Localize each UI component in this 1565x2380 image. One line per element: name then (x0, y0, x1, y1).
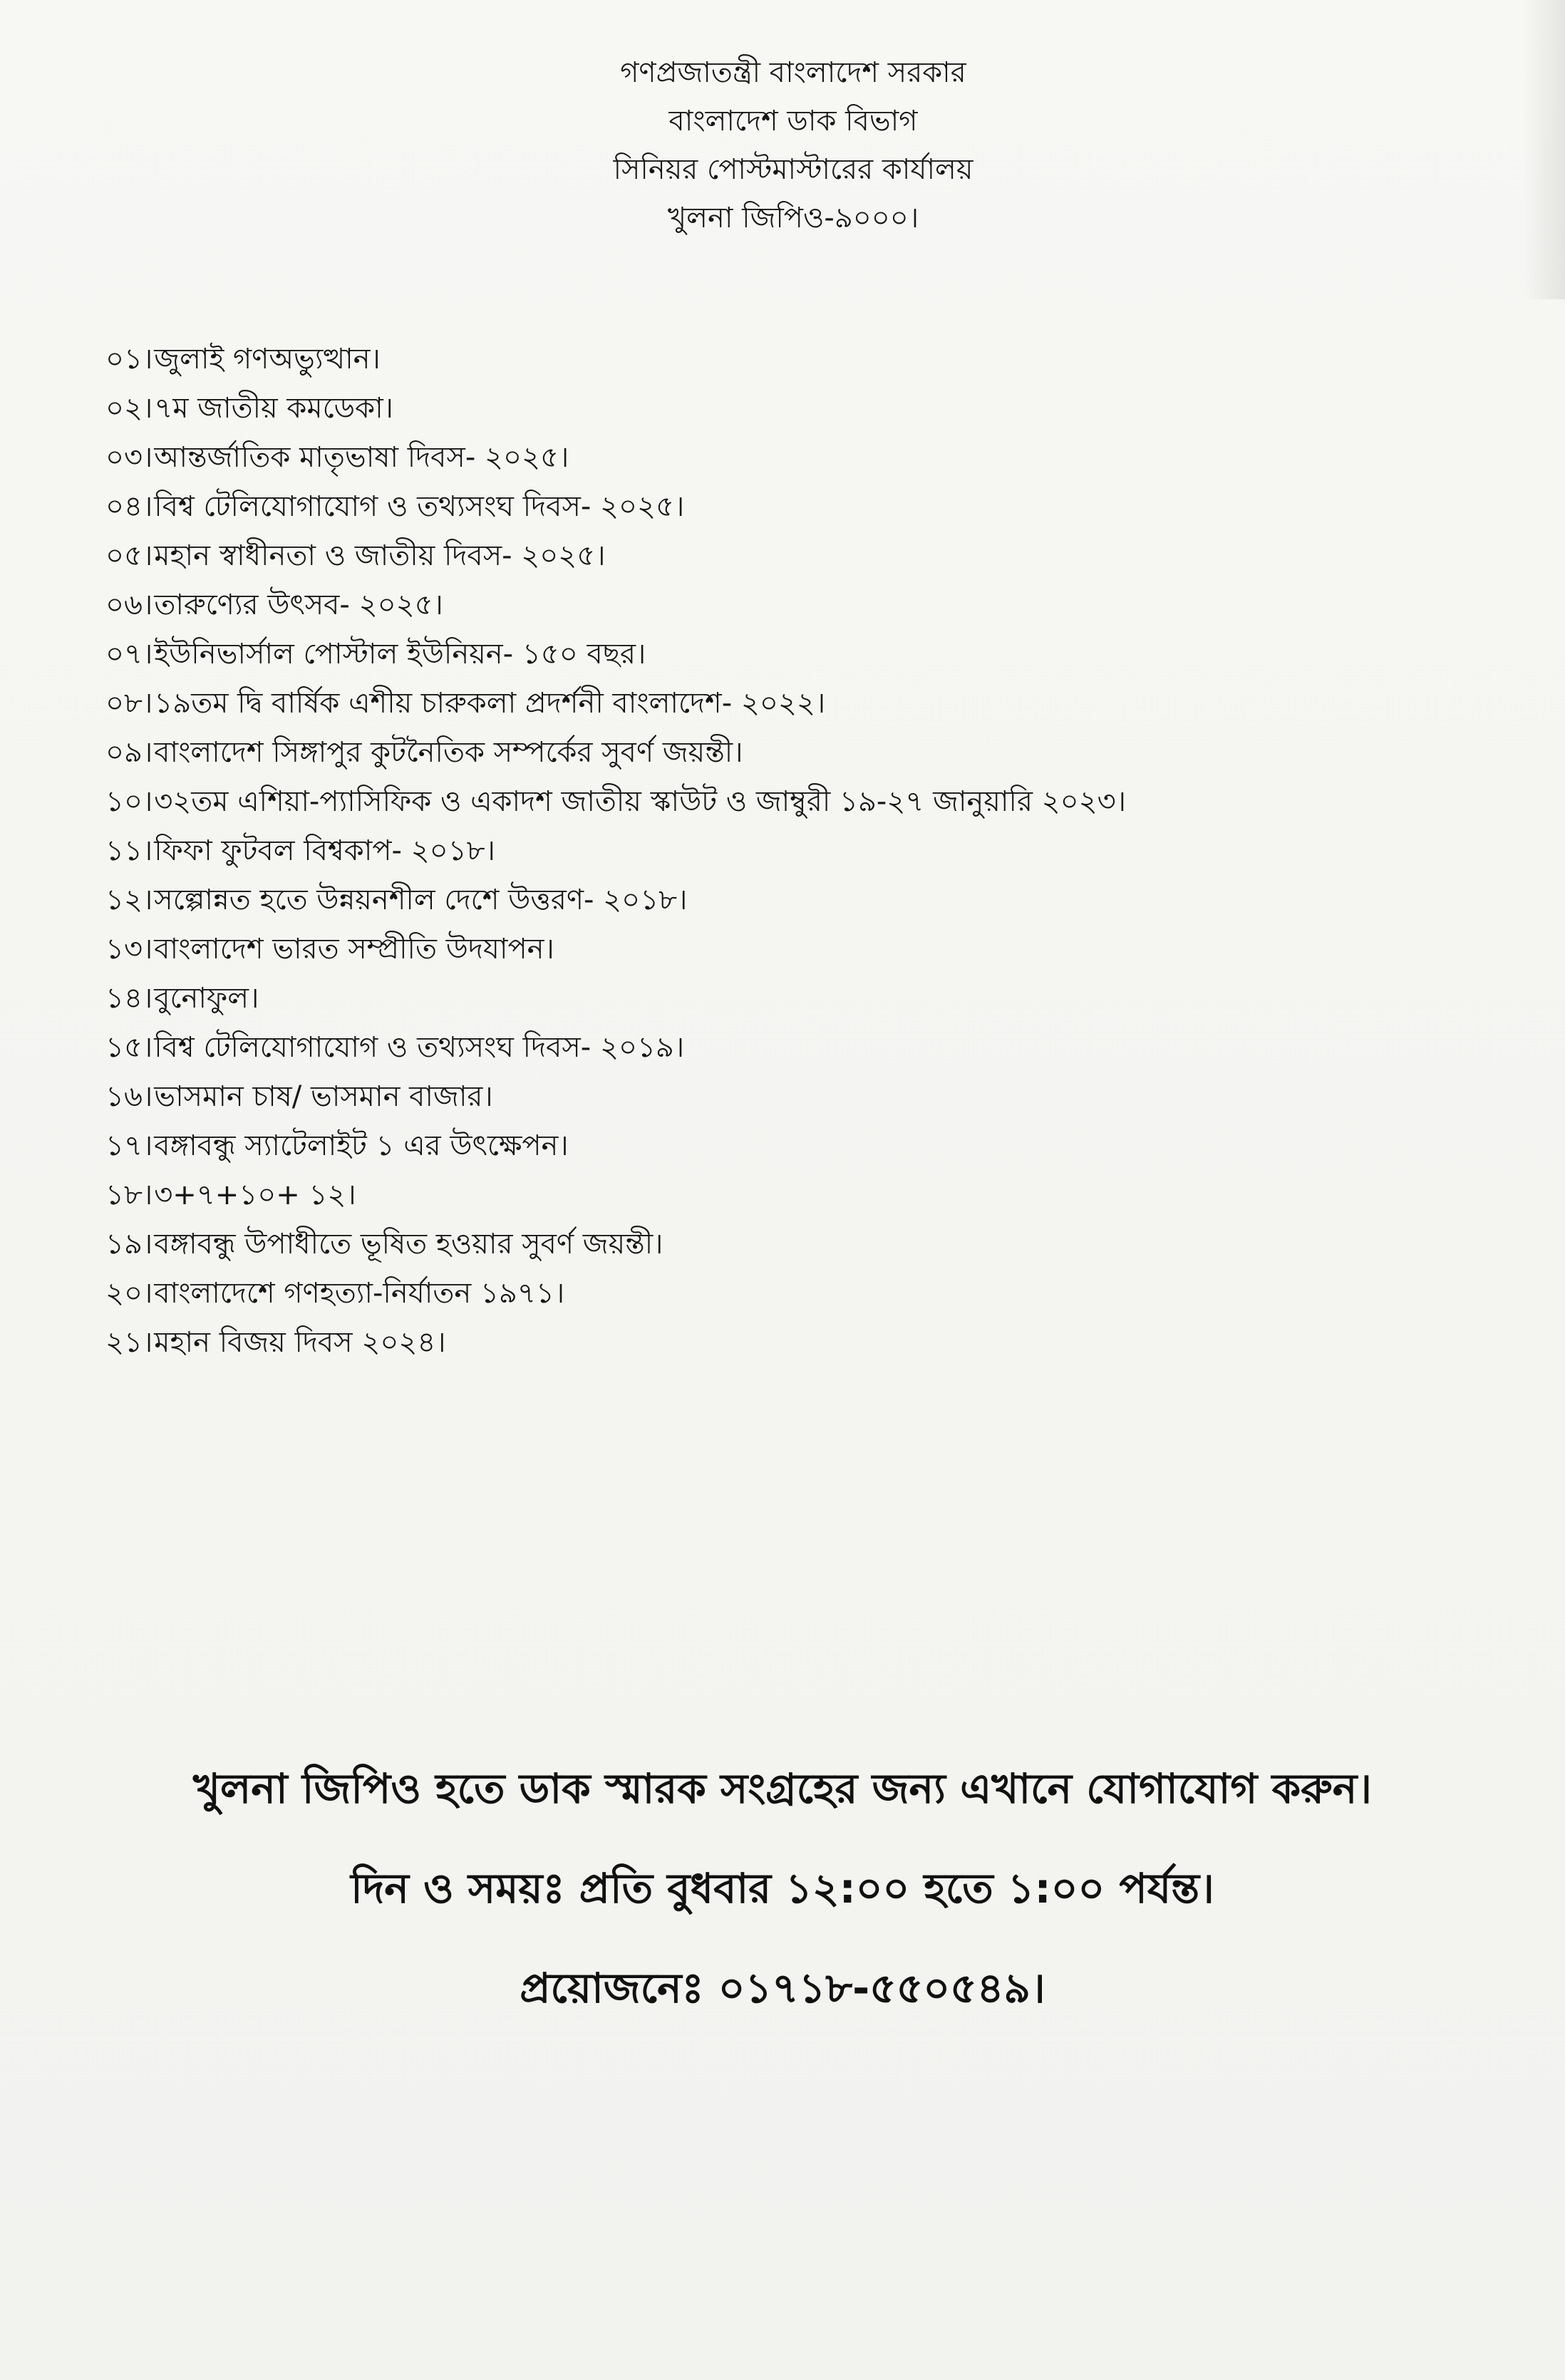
item-text: ৩২তম এশিয়া-প্যাসিফিক ও একাদশ জাতীয় স্কাউট ও জাম্বুরী ১৯-২৭ জানুয়ারি ২০২৩। (154, 785, 1126, 818)
item-number: ১২। (105, 884, 153, 916)
list-item (105, 925, 1531, 974)
list-item (105, 532, 1531, 581)
contact-instruction: খুলনা জিপিও হতে ডাক স্মারক সংগ্রহের জন্য এখানে যোগাযোগ করুন। (192, 1764, 1373, 1813)
list-item (105, 728, 1531, 777)
list-item (105, 1220, 1531, 1269)
list-item (105, 1122, 1531, 1171)
item-text: আন্তর্জাতিক মাতৃভাষা দিবস- ২০২৫। (154, 441, 569, 474)
list-item (105, 1072, 1531, 1122)
item-text: তারুণ্যের উৎসব- ২০২৫। (154, 589, 443, 621)
item-number: ০২। (105, 392, 153, 425)
item-text: বাংলাদেশে গণহত্যা-নির্যাতন ১৯৭১। (154, 1277, 565, 1310)
item-number: ১৬। (105, 1080, 153, 1113)
item-text: বঙ্গাবন্ধু স্যাটেলাইট ১ এর উৎক্ষেপন। (154, 1129, 569, 1162)
item-text: ভাসমান চাষ/ ভাসমান বাজার। (154, 1080, 493, 1113)
item-number: ১৯। (105, 1228, 153, 1261)
item-text: ফিফা ফুটবল বিশ্বকাপ- ২০১৮। (154, 834, 495, 867)
letterhead (0, 48, 1565, 242)
header-location: খুলনা জিপিও-৯০০০। (667, 202, 919, 234)
item-number: ০৭। (105, 638, 153, 671)
item-number: ১০। (105, 785, 153, 818)
stamp-list (105, 335, 1531, 1367)
item-text: বঙ্গাবন্ধু উপাধীতে ভূষিত হওয়ার সুবর্ণ জয়ন্তী। (154, 1228, 663, 1261)
list-item (105, 1023, 1531, 1072)
item-number: ০৮। (105, 687, 153, 720)
item-number: ০৪। (105, 490, 153, 523)
item-text: বাংলাদেশ ভারত সম্প্রীতি উদযাপন। (154, 933, 554, 966)
list-item (105, 974, 1531, 1023)
item-text: ৩+৭+১০+ ১২। (154, 1179, 356, 1211)
item-number: ২০। (105, 1277, 153, 1310)
item-text: মহান বিজয় দিবস ২০২৪। (154, 1326, 446, 1359)
item-number: ০৬। (105, 589, 153, 621)
list-item (105, 1318, 1531, 1367)
item-text: ইউনিভার্সাল পোস্টাল ইউনিয়ন- ১৫০ বছর। (154, 638, 646, 671)
contact-phone: প্রয়োজনেঃ ০১৭১৮-৫৫০৫৪৯। (520, 1964, 1045, 2012)
list-item (105, 679, 1531, 728)
list-item (105, 827, 1531, 876)
list-item (105, 630, 1531, 679)
item-text: বাংলাদেশ সিঙ্গাপুর কুটনৈতিক সম্পর্কের সুবর্ণ জয়ন্তী। (154, 736, 743, 769)
list-item (105, 581, 1531, 630)
header-government: গণপ্রজাতন্ত্রী বাংলাদেশ সরকার (620, 56, 966, 89)
contact-schedule: দিন ও সময়ঃ প্রতি বুধবার ১২:০০ হতে ১:০০ পর্যন্ত। (351, 1864, 1214, 1913)
item-number: ১৩। (105, 933, 153, 966)
item-number: ০৯। (105, 736, 153, 769)
item-number: ০৩। (105, 441, 153, 474)
item-text: সল্পোন্নত হতে উন্নয়নশীল দেশে উত্তরণ- ২০১৮। (154, 884, 688, 916)
item-text: মহান স্বাধীনতা ও জাতীয় দিবস- ২০২৫। (154, 539, 606, 572)
header-department: বাংলাদেশ ডাক বিভাগ (668, 105, 918, 138)
item-text: বুনোফুল। (154, 982, 259, 1015)
item-number: ১১। (105, 834, 153, 867)
item-number: ১৮। (105, 1179, 153, 1211)
item-number: ০১। (105, 343, 153, 376)
item-number: ১৫। (105, 1031, 153, 1064)
item-text: ১৯তম দ্বি বার্ষিক এশীয় চারুকলা প্রদর্শনী বাংলাদেশ- ২০২২। (154, 687, 826, 720)
item-number: ২১। (105, 1326, 153, 1359)
item-text: জুলাই গণঅভ্যুত্থান। (154, 343, 381, 376)
list-item (105, 876, 1531, 925)
header-office: সিনিয়র পোস্টমাস্টারের কার্যালয় (613, 153, 973, 186)
list-item (105, 777, 1531, 827)
item-number: ১৭। (105, 1129, 153, 1162)
list-item (105, 335, 1531, 384)
item-text: ৭ম জাতীয় কমডেকা। (154, 392, 393, 425)
item-number: ১৪। (105, 982, 153, 1015)
list-item (105, 1269, 1531, 1318)
list-item (105, 433, 1531, 482)
item-text: বিশ্ব টেলিযোগাযোগ ও তথ্যসংঘ দিবস- ২০১৯। (154, 1031, 685, 1064)
item-number: ০৫। (105, 539, 153, 572)
list-item (105, 1171, 1531, 1220)
item-text: বিশ্ব টেলিযোগাযোগ ও তথ্যসংঘ দিবস- ২০২৫। (154, 490, 685, 523)
contact-notice (0, 1739, 1565, 2038)
list-item (105, 384, 1531, 433)
list-item (105, 482, 1531, 532)
